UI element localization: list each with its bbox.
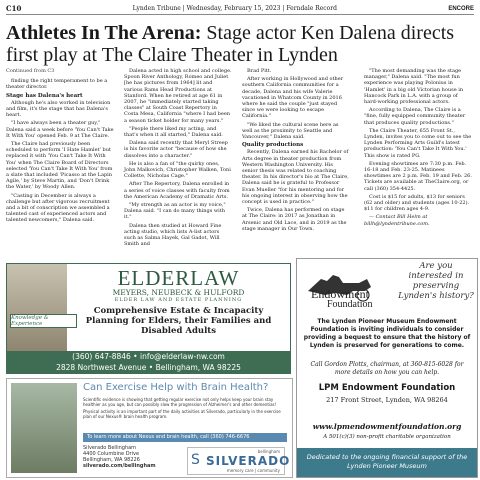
lpm-call: Call Gordon Plotts, chairman, at 360-815-6028 for more details on how you can help.: [310, 361, 464, 376]
script-question: Are you interested in preserving Lynden's history?: [398, 261, 474, 301]
ad-title: Can Exercise Help with Brain Health?: [83, 382, 269, 393]
paragraph: Although he's also worked in television and film, it's the stage that has Dalena's heart.: [6, 99, 111, 119]
subhead: Stage has Dalena's heart: [6, 92, 83, 99]
paragraph: Cost is $15 for adults, $13 for seniors (62 and older) and students (ages 10-22). $11 for children ages 4-9.: [364, 193, 470, 213]
firm-tagline: ELDER LAW AND ESTATE PLANNING: [114, 297, 243, 303]
lpm-nonprofit: A 501(c)(3) non-profit charitable organization: [323, 434, 451, 440]
logo-location: bellingham: [257, 449, 280, 454]
paragraph: "Casting in December is always a challenge but after vigorous recruitment and a bit of conscription we assembled a talented cast of experienced actors and talented newcomers," Dalena said.: [6, 192, 110, 224]
logo-endowment: Endowment: [311, 287, 369, 301]
continued-label: Continued from C3: [6, 68, 55, 74]
paragraph: According to Dalena, The Claire is a "fine, fully equipped community theater that produces quality productions.": [364, 107, 466, 126]
firm-name: MEYERS, NEUBECK & HULFORD: [112, 288, 245, 297]
paragraph: "The most demanding was the stage manager," Dalena said. "The most fun experience was playing Polonius in 'Hamlet' in a big old Victorian house in Hancock Park in L.A. with a group of hard-working professional actors.: [364, 68, 464, 106]
paragraph: "I have always been a theater guy," Dalena said a week before 'You Can't Take It With You' opened Feb. 9 at The Claire.: [6, 120, 114, 139]
column-2: [124, 68, 232, 249]
lpm-website: www.lpmendowmentfoundation.org: [312, 422, 462, 431]
section-name: ENCORE: [448, 5, 474, 12]
services: Comprehensive Estate & Incapacity Planning for Elders, their Families and Disabled Adults: [85, 306, 272, 336]
column-4: [364, 68, 472, 229]
address-line: Bellingham, WA 98226: [83, 457, 140, 463]
paragraph: finding the right temperament to be a theater director.: [6, 78, 108, 91]
paragraph: Physical activity is an important part of the daily activities at Silverado, particularly in the exercise plan of our Nexus® brain health program.: [83, 409, 281, 419]
elderlaw-contact: (360) 647-8846 • info@elderlaw-nw.com: [72, 352, 225, 361]
silverado-address: [83, 445, 156, 469]
byline: — Contact Bill Helm at billh@lyndentribune.com.: [364, 214, 430, 227]
ad-body: [83, 397, 286, 421]
paragraph: "People there liked my acting, and that's when it all started," Dalena said.: [124, 125, 223, 139]
lpm-body: The Lynden Pioneer Museum Endowment Foundation is inviting individuals to consider providing a bequest to ensure that the history of Lynden is preserved for generations to come.: [303, 318, 471, 349]
silverado-ad: [6, 378, 293, 478]
exercise-photo: [11, 383, 77, 473]
paragraph: The Claire had previously been scheduled to perform 'I Hate Hamlet' but replaced it with 'You Can't Take It With You' when The Claire Board of Directors selected 'You Can't Take It With You' from a slate that included 'Picasso at the Lapin Agile,' by Steve Martin, and 'Don't Drink the Water,' by Woody Allen.: [6, 141, 113, 191]
paragraph: "My strength as an actor is my voice," Dalena said. "I can do many things with it.": [124, 202, 226, 221]
website: silverado.com/bellingham: [83, 463, 156, 469]
ad-cta: To learn more about Nexus and brain health, call (360) 746-6676: [83, 433, 287, 442]
paragraph: Dalena acted in high school and college. Spoon River Anthology, Romeo and Juliet [he has pictures from 1964] lit and various Rams Head Productions at Stanford. When he retired at age 61 in 2007, he "immediately started taking classes" at South Coast Repertory in Costa Mesa, California "where I had been a season ticket holder for many years.": [124, 68, 232, 124]
paragraph: The Claire Theater, 655 Front St., Lynden, invites you to come out to see the Lynden Performing Arts Guild's latest production: 'You Can't Take It With You.' This show is rated PG.: [364, 127, 472, 159]
elderlaw-address: 2828 Northwest Avenue • Bellingham, WA 98225: [56, 363, 241, 372]
logo-name: SILVERADO: [206, 454, 291, 468]
elderlaw-logo: ELDERLAW: [117, 266, 240, 290]
lpm-name: LPM Endowment Foundation: [318, 383, 456, 393]
page-number: C10: [6, 4, 22, 13]
logo-foundation: Foundation: [327, 299, 373, 310]
paragraph: Brad Pitt.: [247, 68, 272, 74]
paragraph: Dalena then studied at Howard Fine acting studio, which lists A-list actors such as Salma Hayek, Gal Gadot, Will Smith and: [124, 222, 222, 248]
page-header: [6, 3, 474, 15]
headline-rest: Stage actor Ken Dalena directs first play at The Claire Theater in Lynden: [6, 22, 455, 66]
law-office-photo: [7, 264, 67, 351]
address-line: 4400 Columbine Drive: [83, 451, 140, 457]
paragraph: Twice, Dalena has performed on stage at The Claire: in 2017 as Jonathan in Arsenic and Old Lace, and in 2019 as the stage manager in Our Town.: [242, 207, 347, 232]
silverado-s-icon: S: [191, 452, 200, 468]
paragraph: Recently, Dalena earned his Bachelor of Arts degree in theater production from Western Washington University. His senior thesis was related to coaching theater. In his director's bio at The Claire, Dalena said he is grateful to Professor Evan Mueller "for his mentoring and for his ongoing interest in observing how the concept is used in practice.": [242, 149, 349, 206]
paragraph: After working in Hollywood and other southern California communities for a decade, Dalena and his wife Valerie vacationed in Whatcom County in 2016 where he said the couple "just stayed since we were looking to escape California.": [242, 76, 344, 120]
paragraph: After The Repertory, Dalena enrolled in a series of voice classes with faculty from the American Academy of Dramatic Arts.: [124, 181, 230, 200]
headline: [6, 22, 474, 66]
elderlaw-ad: [6, 263, 291, 352]
paragraph: Evening showtimes are 7:30 p.m. Feb. 16-18 and Feb. 23-25. Matinees showtimes are 2 p.m. Feb. 19 and Feb. 26. Tickets are available at TheClaire.org, or call (360) 354-4425.: [364, 160, 472, 192]
lpm-address: 217 Front Street, Lynden, WA 98264: [326, 396, 448, 404]
headline-lead: Athletes In The Arena:: [6, 22, 202, 44]
address-line: Silverado Bellingham: [83, 445, 137, 451]
lpm-bar: Dedicated to the ongoing financial support of the Lynden Pioneer Museum: [297, 448, 477, 477]
lpm-ad: [296, 258, 478, 478]
column-3: [242, 68, 350, 234]
paragraph: Scientific evidence is showing that getting regular exercise not only helps keep your brain stay healthier as you age, but can possibly slow the progression of Alzheimer's and other dementias!: [83, 397, 277, 407]
column-1: [6, 68, 114, 226]
elderlaw-contact-bar: [6, 351, 291, 374]
paragraph: "We liked the cultural scene here as well as the proximity to Seattle and Vancouver," Dalena said.: [242, 121, 339, 141]
subhead: Quality productions: [242, 142, 304, 149]
issue-line: Lynden Tribune | Wednesday, February 15, 2023 | Ferndale Record: [132, 5, 337, 12]
logo-tagline: memory care | community: [226, 468, 280, 473]
paragraph: Dalena said recently that Meryl Streep is his favorite actor "because of how she dissolves into a character.": [124, 140, 228, 159]
silverado-logo: [187, 447, 291, 475]
knowledge-banner: Knowledge & Experience: [10, 314, 77, 328]
paragraph: He is also a fan of "the quirky ones, John Malkovich, Christopher Walken, Toni Collette, Nicholas Cage.": [124, 160, 231, 180]
